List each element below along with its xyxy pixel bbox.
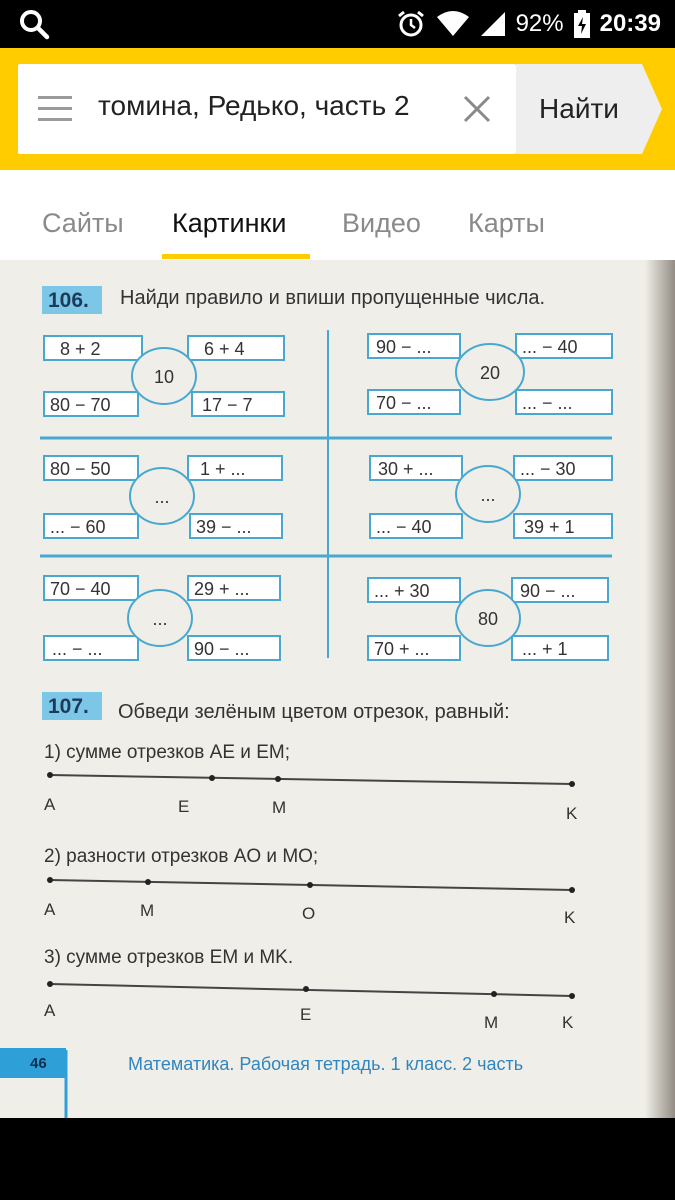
tab-video[interactable]: Видео xyxy=(342,208,421,238)
svg-text:A: A xyxy=(44,1001,56,1020)
svg-text:39 − ...: 39 − ... xyxy=(196,517,252,537)
photo-edge-shadow xyxy=(645,260,675,1118)
svg-text:70 − ...: 70 − ... xyxy=(376,393,432,413)
tab-sites[interactable]: Сайты xyxy=(42,208,124,238)
svg-text:M: M xyxy=(484,1013,499,1032)
active-tab-indicator xyxy=(162,254,310,259)
svg-text:... − 60: ... − 60 xyxy=(50,517,106,537)
signal-icon xyxy=(480,11,506,37)
svg-text:8 + 2: 8 + 2 xyxy=(60,339,101,359)
svg-text:30 + ...: 30 + ... xyxy=(378,459,434,479)
svg-text:...: ... xyxy=(152,609,168,629)
find-button[interactable]: Найти xyxy=(516,64,642,154)
svg-text:39 + 1: 39 + 1 xyxy=(524,517,575,537)
workbook-page xyxy=(0,260,675,1118)
svg-text:10: 10 xyxy=(153,367,175,387)
svg-text:...: ... xyxy=(480,485,496,505)
svg-text:E: E xyxy=(178,797,190,816)
page-footer-text: Математика. Рабочая тетрадь. 1 класс. 2 часть xyxy=(128,1054,524,1074)
task-107-item-3: 3) сумме отрезков EM и MK. xyxy=(44,947,294,968)
svg-text:A: A xyxy=(44,900,56,919)
task-106-group-5 xyxy=(44,576,280,660)
search-header xyxy=(0,48,675,170)
svg-text:... − ...: ... − ... xyxy=(522,393,573,413)
svg-text:70 + ...: 70 + ... xyxy=(374,639,430,659)
svg-text:6 + 4: 6 + 4 xyxy=(204,339,245,359)
svg-text:... − 40: ... − 40 xyxy=(376,517,432,537)
task-106-group-4 xyxy=(370,456,612,538)
svg-text:K: K xyxy=(564,908,576,927)
svg-text:O: O xyxy=(302,904,316,923)
task-107-title: Обведи зелёным цветом отрезок, равный: xyxy=(118,701,510,723)
task-107-item-1: 1) сумме отрезков AE и EM; xyxy=(44,742,290,763)
tab-images[interactable]: Картинки xyxy=(172,208,287,238)
search-input[interactable]: томина, Редько, часть 2 xyxy=(98,90,410,121)
svg-text:80: 80 xyxy=(477,609,499,629)
clock: 20:39 xyxy=(599,10,661,37)
battery-icon xyxy=(574,10,590,38)
svg-text:... + 30: ... + 30 xyxy=(374,581,430,601)
image-result-photo[interactable] xyxy=(0,260,675,1118)
find-button-arrow xyxy=(642,64,662,154)
svg-text:M: M xyxy=(140,901,155,920)
svg-text:90 − ...: 90 − ... xyxy=(376,337,432,357)
tab-maps[interactable]: Карты xyxy=(468,208,545,238)
svg-text:20: 20 xyxy=(479,363,501,383)
search-box[interactable] xyxy=(18,64,516,154)
task-106-group-6 xyxy=(368,578,608,660)
battery-percent: 92% xyxy=(515,10,564,37)
svg-text:... − 40: ... − 40 xyxy=(522,337,578,357)
wifi-icon xyxy=(436,11,470,37)
search-icon[interactable] xyxy=(18,8,50,40)
svg-text:90 − ...: 90 − ... xyxy=(520,581,576,601)
status-bar xyxy=(0,0,675,48)
svg-text:17 − 7: 17 − 7 xyxy=(202,395,253,415)
svg-text:K: K xyxy=(566,804,578,823)
svg-text:80 − 50: 80 − 50 xyxy=(50,459,111,479)
alarm-icon xyxy=(396,9,426,39)
svg-text:... + 1: ... + 1 xyxy=(522,639,568,659)
task-106-group-2 xyxy=(368,334,612,414)
svg-text:80 − 70: 80 − 70 xyxy=(50,395,111,415)
task-106-group-3 xyxy=(44,456,282,538)
search-tabs xyxy=(0,170,675,260)
svg-text:... − 30: ... − 30 xyxy=(520,459,576,479)
svg-text:29 + ...: 29 + ... xyxy=(194,579,250,599)
task-106-number: 106. xyxy=(48,289,89,312)
svg-text:A: A xyxy=(44,795,56,814)
svg-text:70 − 40: 70 − 40 xyxy=(50,579,111,599)
clear-icon[interactable] xyxy=(460,92,494,126)
task-107-number: 107. xyxy=(48,695,89,718)
bottom-black-area xyxy=(0,1118,675,1200)
svg-text:E: E xyxy=(300,1005,312,1024)
svg-text:90 − ...: 90 − ... xyxy=(194,639,250,659)
page-number: 46 xyxy=(30,1055,47,1072)
svg-text:M: M xyxy=(272,798,287,817)
svg-text:... − ...: ... − ... xyxy=(52,639,103,659)
task-106-group-1 xyxy=(44,336,284,416)
task-106-title: Найди правило и впиши пропущенные числа. xyxy=(120,287,546,309)
svg-text:K: K xyxy=(562,1013,574,1032)
svg-text:...: ... xyxy=(154,487,170,507)
task-107-item-2: 2) разности отрезков AO и MO; xyxy=(44,846,319,867)
svg-text:1 + ...: 1 + ... xyxy=(200,459,246,479)
menu-icon[interactable] xyxy=(38,96,72,122)
